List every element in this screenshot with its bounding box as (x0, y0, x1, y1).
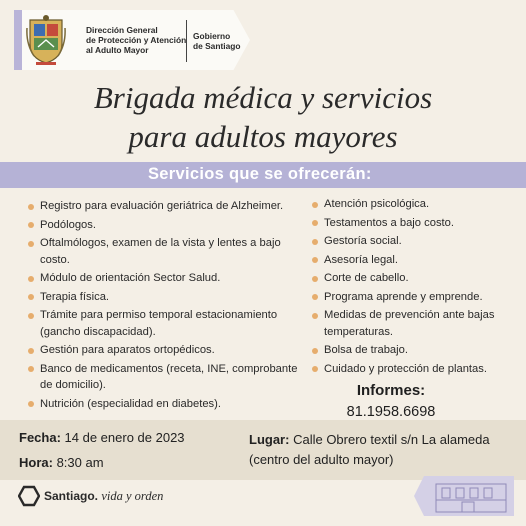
brand-name: Santiago. (44, 489, 99, 503)
service-text: Módulo de orientación Sector Salud. (40, 272, 221, 284)
date-label: Fecha: (19, 430, 61, 445)
list-item (28, 342, 303, 359)
service-text: Medidas de prevención ante bajas temperaturas. (324, 309, 495, 338)
bullet-icon (312, 239, 318, 245)
list-item (28, 361, 303, 394)
bullet-icon (28, 204, 34, 210)
service-text: Gestoría social. (324, 235, 402, 247)
list-item (28, 396, 303, 413)
bullet-icon (28, 313, 34, 319)
org-line: Dirección General (86, 25, 158, 35)
bullet-icon (312, 202, 318, 208)
list-item (312, 252, 512, 269)
bullet-icon (28, 241, 34, 247)
service-text: Oftalmólogos, examen de la vista y lentes a bajo costo. (40, 237, 281, 266)
event-time (19, 455, 104, 470)
state-seal-icon (26, 14, 66, 66)
government-name (193, 31, 240, 51)
org-line: al Adulto Mayor (86, 45, 149, 55)
service-text: Terapia física. (40, 290, 110, 303)
bullet-icon (312, 257, 318, 263)
service-text: Registro para evaluación geriátrica de Alzheimer. (40, 200, 284, 212)
bullet-icon (312, 220, 318, 226)
list-item (28, 307, 303, 340)
time-value: 8:30 am (56, 455, 104, 470)
list-item (312, 361, 512, 378)
service-text: Atención psicológica. (324, 198, 430, 210)
gov-line: de Santiago (193, 41, 241, 51)
list-item (312, 196, 512, 213)
header-divider (186, 20, 187, 62)
bullet-icon (28, 348, 34, 354)
service-text: Programa aprende y emprende. (324, 290, 483, 303)
header-accent-strip (14, 10, 22, 70)
bullet-icon (28, 366, 34, 372)
location-label: Lugar: (249, 432, 290, 447)
list-item (312, 270, 512, 287)
bullet-icon (312, 366, 318, 372)
service-text: Banco de medicamentos (receta, INE, comprobante de domicilio). (40, 362, 298, 391)
services-list-left (28, 198, 303, 414)
event-location (249, 430, 519, 470)
org-name (86, 25, 186, 55)
service-text: Bolsa de trabajo. (324, 344, 408, 356)
service-text: Asesoría legal. (324, 253, 399, 266)
santiago-logo-icon (18, 485, 40, 507)
page-title (0, 78, 526, 156)
services-heading: Servicios que se ofrecerán: (148, 165, 372, 183)
bullet-icon (312, 313, 318, 319)
service-text: Corte de cabello. (324, 272, 409, 284)
service-text: Podólogos. (40, 218, 96, 231)
list-item (312, 307, 512, 340)
service-text: Gestión para aparatos ortopédicos. (40, 344, 215, 356)
list-item (28, 217, 303, 234)
list-item (312, 289, 512, 306)
list-item (312, 342, 512, 359)
contact-info (344, 382, 438, 422)
service-text: Nutrición (especialidad en diabetes). (40, 397, 221, 410)
bullet-icon (312, 276, 318, 282)
bullet-icon (312, 294, 318, 300)
service-text: Cuidado y protección de plantas. (324, 362, 487, 375)
bullet-icon (28, 276, 34, 282)
services-list-right (312, 196, 512, 379)
list-item (28, 270, 303, 287)
gov-line: Gobierno (193, 31, 231, 41)
bullet-icon (28, 294, 34, 300)
date-value: 14 de enero de 2023 (64, 430, 185, 445)
list-item (312, 215, 512, 232)
contact-label: Informes: (356, 382, 426, 399)
event-date (19, 430, 185, 445)
building-illustration-icon (414, 476, 514, 516)
footer-brand (44, 489, 163, 504)
contact-phone: 81.1958.6698 (346, 404, 436, 420)
time-label: Hora: (19, 455, 53, 470)
list-item (312, 233, 512, 250)
bullet-icon (28, 401, 34, 407)
title-line: Brigada médica y servicios (93, 80, 433, 115)
location-value: Calle Obrero textil s/n La alameda (centro del adulto mayor) (249, 432, 490, 467)
service-text: Testamentos a bajo costo. (324, 216, 454, 229)
bullet-icon (28, 222, 34, 228)
title-line: para adultos mayores (128, 119, 398, 154)
list-item (28, 198, 303, 215)
brand-tagline: vida y orden (101, 489, 164, 503)
service-text: Trámite para permiso temporal estacionamiento (gancho discapacidad). (40, 309, 278, 338)
bullet-icon (312, 348, 318, 354)
org-line: de Protección y Atención (86, 35, 187, 45)
list-item (28, 235, 303, 268)
list-item (28, 289, 303, 306)
